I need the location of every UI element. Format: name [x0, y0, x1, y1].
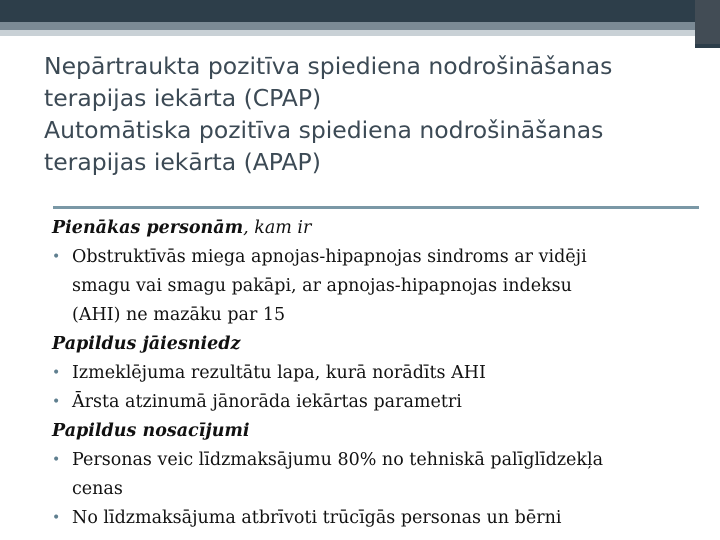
heading-text: Pienākas personām: [52, 218, 244, 238]
list-item-line: Ārsta atzinumā jānorāda iekārtas parametri: [72, 392, 462, 412]
bullet-icon: •: [52, 365, 61, 381]
heading-rest: , kam ir: [243, 218, 312, 238]
list-item-line: cenas: [72, 479, 123, 499]
header-bar-dark: [0, 0, 720, 22]
list-item: [52, 504, 692, 533]
section-heading-documents: Papildus jāiesniedz: [52, 334, 241, 354]
list-item: [52, 446, 692, 504]
bullet-icon: •: [52, 452, 61, 468]
header-bar-slate: [0, 22, 720, 30]
title-divider: [53, 206, 699, 209]
title-line: terapijas iekārta (CPAP): [44, 84, 322, 112]
list-item-line: (AHI) ne mazāku par 15: [72, 305, 286, 325]
section-heading-conditions: Papildus nosacījumi: [52, 421, 250, 441]
header-accent-block: [695, 0, 720, 48]
slide-body: [52, 214, 692, 533]
title-line: Nepārtraukta pozitīva spiediena nodrošināšanas: [44, 52, 613, 80]
slide-title: [44, 50, 694, 178]
section-heading-eligibility: [52, 214, 692, 243]
bullet-icon: •: [52, 510, 61, 526]
list-item-line: Personas veic līdzmaksājumu 80% no tehniskā palīglīdzekļa: [72, 450, 604, 470]
list-item-line: smagu vai smagu pakāpi, ar apnojas-hipapnojas indeksu: [72, 276, 572, 296]
list-item-line: Izmeklējuma rezultātu lapa, kurā norādīts AHI: [72, 363, 486, 383]
list-item-line: No līdzmaksājuma atbrīvoti trūcīgās personas un bērni: [72, 508, 562, 528]
list-item: [52, 359, 692, 388]
bullet-icon: •: [52, 249, 61, 265]
list-item: [52, 388, 692, 417]
title-line: Automātiska pozitīva spiediena nodrošināšanas: [44, 116, 604, 144]
title-line: terapijas iekārta (APAP): [44, 148, 321, 176]
bullet-icon: •: [52, 394, 61, 410]
list-item: [52, 243, 692, 330]
header-bar-light: [0, 30, 720, 36]
list-item-line: Obstruktīvās miega apnojas-hipapnojas sindroms ar vidēji: [72, 247, 587, 267]
